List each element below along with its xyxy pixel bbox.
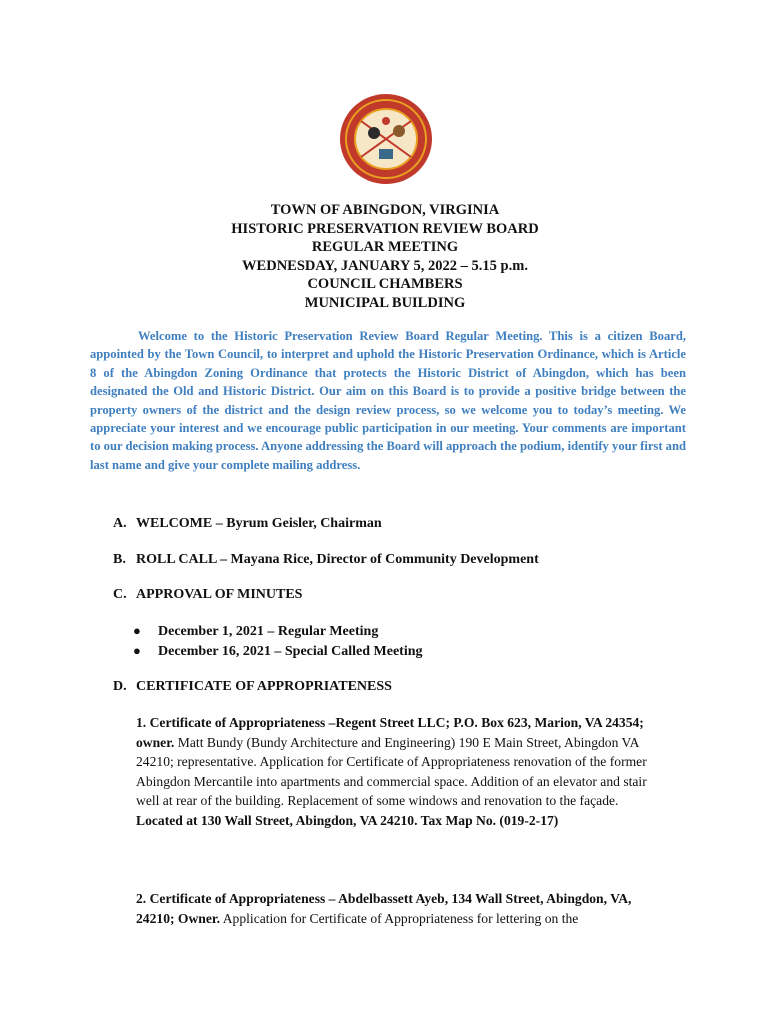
agenda-text: WELCOME – Byrum Geisler, Chairman xyxy=(136,516,382,531)
welcome-paragraph: Welcome to the Historic Preservation Review Board Regular Meeting. This is a citizen Board, appointed by the Town Council, to interpret and uphold the Historic Preservation Ordinance, which is Article 8 of the Abingdon Zoning Ordinance that protects the Historic District of Abingdon, which has been designated the Old and Historic District. Our aim on this Board is to provide a positive bridge between the property owners of the district and the design review process, so we welcome you to today’s meeting. We appreciate your interest and we encourage public participation in our meeting. Your comments are important to our decision making process. Anyone addressing the Board will approach the podium, identify your first and last name and give your complete mailing address. xyxy=(90,329,686,472)
list-item xyxy=(133,623,423,643)
header-line: REGULAR MEETING xyxy=(311,239,459,256)
list-item-text: December 1, 2021 – Regular Meeting xyxy=(158,624,379,639)
header-line: COUNCIL CHAMBERS xyxy=(307,276,463,293)
list-item-text: December 16, 2021 – Special Called Meeting xyxy=(158,644,423,659)
agenda-text: ROLL CALL – Mayana Rice, Director of Community Development xyxy=(136,552,539,567)
item-lead: 2. Certificate of Appropriateness – Abdelbassett Ayeb, 134 Wall Street, Abingdon, VA, 24210; Owner. xyxy=(136,891,632,926)
bullet-icon: ● xyxy=(133,643,141,658)
item-location: Located at 130 Wall Street, Abingdon, VA 24210. Tax Map No. (019-2-17) xyxy=(136,812,559,828)
agenda-text: CERTIFICATE OF APPROPRIATENESS xyxy=(136,679,392,694)
item-body: Matt Bundy (Bundy Architecture and Engineering) 190 E Main Street, Abingdon VA 24210; representative. Application for Certificate of Appropriateness renovation of the former Abingdon Mercantile into apartments and commercial space. Addition of an elevator and stair well at rear of the building. Replacement of some windows and renovation to the façade. xyxy=(136,734,647,809)
bullet-icon: ● xyxy=(133,623,141,638)
item-lead: 1. Certificate of Appropriateness –Regent Street LLC; P.O. Box 623, Marion, VA 24354; owner. xyxy=(136,715,644,750)
certificate-item-1 xyxy=(136,713,666,831)
header-line: WEDNESDAY, JANUARY 5, 2022 – 5.15 p.m. xyxy=(242,257,528,274)
agenda-text: APPROVAL OF MINUTES xyxy=(136,587,303,602)
minutes-list xyxy=(133,623,423,663)
town-seal-logo xyxy=(339,93,433,185)
item-body: Application for Certificate of Appropriateness for lettering on the xyxy=(220,910,579,926)
meeting-header xyxy=(0,201,770,313)
agenda-letter: B. xyxy=(113,552,126,567)
certificate-item-2 xyxy=(136,889,666,928)
list-item xyxy=(133,643,423,663)
agenda-letter: A. xyxy=(113,516,127,531)
agenda-letter: D. xyxy=(113,679,127,694)
agenda-letter: C. xyxy=(113,587,127,602)
agenda-item-certificate xyxy=(113,679,392,695)
agenda-item-welcome xyxy=(113,516,382,532)
agenda-item-minutes xyxy=(113,587,302,603)
agenda-item-roll-call xyxy=(113,552,539,568)
header-line: MUNICIPAL BUILDING xyxy=(304,294,466,311)
header-line: HISTORIC PRESERVATION REVIEW BOARD xyxy=(231,220,539,237)
header-line: TOWN OF ABINGDON, VIRGINIA xyxy=(270,202,500,218)
